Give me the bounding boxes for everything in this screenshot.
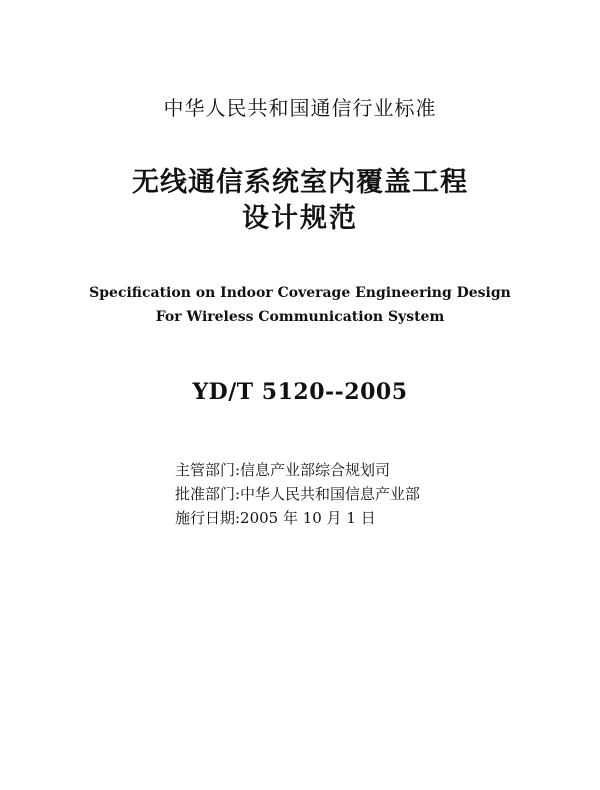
approving-department: 批准部门:中华人民共和国信息产业部 xyxy=(175,485,421,503)
english-title-line-2: For Wireless Communication System xyxy=(155,309,445,325)
standard-code: YD/T 5120--2005 xyxy=(192,379,408,405)
standard-type-heading: 中华人民共和国通信行业标准 xyxy=(163,96,437,120)
english-title-line-1: Specification on Indoor Coverage Engineering Design xyxy=(89,285,511,301)
document-title-line-1: 无线通信系统室内覆盖工程 xyxy=(132,167,468,198)
document-title-line-2: 设计规范 xyxy=(242,203,358,234)
effective-date: 施行日期:2005 年 10 月 1 日 xyxy=(175,509,376,527)
responsible-department: 主管部门:信息产业部综合规划司 xyxy=(175,461,391,479)
publication-info xyxy=(175,458,420,530)
